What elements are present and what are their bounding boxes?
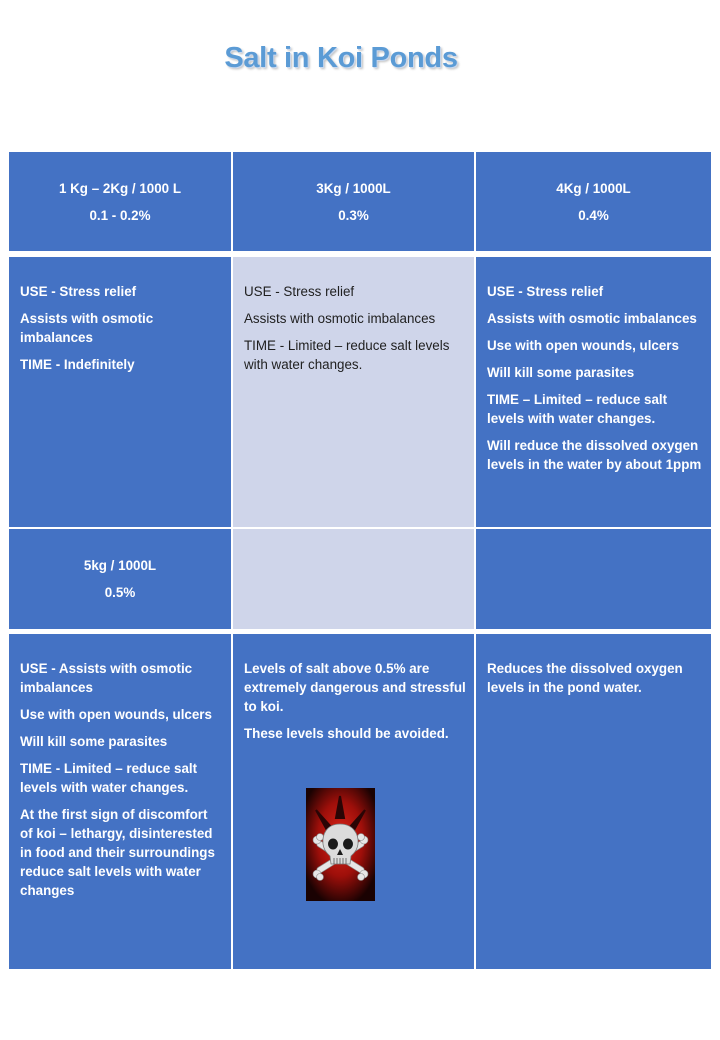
percent-label: 0.3% <box>338 208 369 223</box>
header-cell-0.1-0.2 <box>9 152 231 251</box>
description-line: Will kill some parasites <box>20 734 168 749</box>
dose-label: 1 Kg – 2Kg / 1000 L <box>58 181 182 196</box>
warning-line: Levels of salt above 0.5% are extremely dangerous and stressful to koi. <box>244 661 466 714</box>
percent-label: 0.5% <box>104 585 136 600</box>
description-line: Assists with osmotic imbalances <box>487 311 697 326</box>
percent-label: 0.1 - 0.2% <box>89 208 151 223</box>
description-line: At the first sign of discomfort of koi – lethargy, disinterested in food and their surroundings reduce salt levels with water changes <box>20 807 215 898</box>
description-line: Will kill some parasites <box>487 365 635 380</box>
description-cell-0.1-0.2 <box>9 257 231 527</box>
description-line: Use with open wounds, ulcers <box>20 707 212 722</box>
description-line: Will reduce the dissolved oxygen levels in the water by about 1ppm <box>487 438 702 472</box>
header-cell-0.3 <box>233 152 474 251</box>
empty-cell <box>233 529 474 629</box>
oxygen-note-cell <box>476 634 711 969</box>
description-line: Use with open wounds, ulcers <box>487 338 679 353</box>
percent-label: 0.4% <box>578 208 609 223</box>
description-line: TIME – Limited – reduce salt levels with water changes. <box>487 392 668 426</box>
description-cell-0.4 <box>476 257 711 527</box>
description-line: USE - Stress relief <box>20 284 137 299</box>
description-line: TIME - Limited – reduce salt levels with water changes. <box>20 761 198 795</box>
dose-label: 3Kg / 1000L <box>316 181 391 196</box>
description-line: USE - Stress relief <box>487 284 604 299</box>
header-cell-0.5 <box>9 529 231 629</box>
dose-label: 5kg / 1000L <box>83 558 157 573</box>
description-line: TIME - Indefinitely <box>20 357 135 372</box>
description-line: TIME - Limited – reduce salt levels with water changes. <box>244 338 450 372</box>
skull-crossbones-icon <box>306 788 375 901</box>
dose-label: 4Kg / 1000L <box>556 181 631 196</box>
description-line: USE - Stress relief <box>244 284 355 299</box>
warning-line: These levels should be avoided. <box>244 726 449 741</box>
description-cell-0.5 <box>9 634 231 969</box>
header-cell-0.4 <box>476 152 711 251</box>
page-title: Salt in Koi Ponds <box>224 42 458 74</box>
description-line: USE - Assists with osmotic imbalances <box>20 661 193 695</box>
description-line: Assists with osmotic imbalances <box>244 311 436 326</box>
description-line: Assists with osmotic imbalances <box>20 311 154 345</box>
empty-cell <box>476 529 711 629</box>
description-cell-0.3 <box>233 257 474 527</box>
description-line: Reduces the dissolved oxygen levels in the pond water. <box>487 661 683 695</box>
